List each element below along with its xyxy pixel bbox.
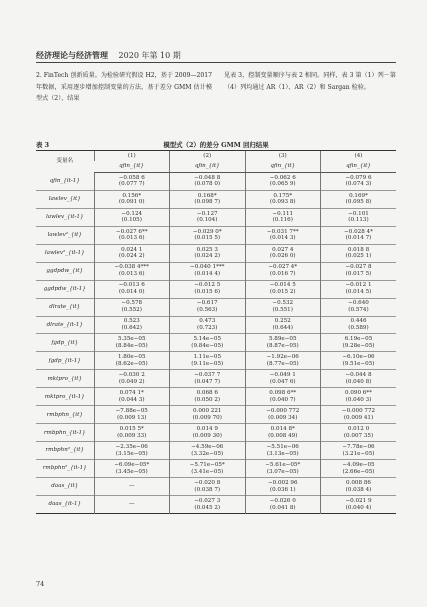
paragraph: 2. FinTech 创新质量。为检验研究假设 H2，基于 2009—2017 年数据，采用逐步增加控制变量的方法，基于差分 GMM 估计模型式（2），结果 xyxy=(36,72,212,102)
coefficient-cell xyxy=(321,406,397,424)
coefficient-cell xyxy=(170,298,246,316)
table-row xyxy=(36,280,396,298)
standard-error: (3.21e−05) xyxy=(342,450,375,457)
coefficient: 0.473 xyxy=(199,318,216,325)
coefficient-cell xyxy=(321,262,397,280)
coefficient-cell xyxy=(94,388,170,406)
standard-error: (0.016 7) xyxy=(269,271,296,278)
table-number: 表 3 xyxy=(36,141,50,149)
coefficient-cell xyxy=(321,424,397,442)
table-row xyxy=(36,352,396,370)
standard-error: (3.32e−05) xyxy=(191,450,224,457)
coefficient-cell xyxy=(170,460,246,478)
coefficient-cell xyxy=(321,244,397,262)
coefficient: −0.038 4*** xyxy=(114,264,149,271)
coefficient: 0.169* xyxy=(349,192,368,199)
coefficient-cell xyxy=(94,244,170,262)
coefficient-cell xyxy=(94,208,170,226)
standard-error: (0.077 7) xyxy=(118,181,145,188)
standard-error: (0.091 0) xyxy=(118,199,145,206)
coefficient-cell xyxy=(94,478,170,496)
standard-error: (0.015 6) xyxy=(194,289,221,296)
standard-error: (0.009 30) xyxy=(192,432,222,439)
table-row xyxy=(36,334,396,352)
coefficient: −0.044 8 xyxy=(345,372,372,379)
standard-error: (0.050 2) xyxy=(194,396,221,403)
regression-table xyxy=(36,150,396,514)
standard-error: (0.014 4) xyxy=(194,271,221,278)
coefficient: −0.027 6** xyxy=(115,228,148,235)
standard-error: (3.07e−05) xyxy=(266,468,299,475)
coefficient-cell xyxy=(245,406,321,424)
coefficient: −5.61e−05* xyxy=(265,462,301,469)
table-row xyxy=(36,496,396,514)
standard-error: (0.589) xyxy=(348,324,369,331)
coefficient: 5.89e−05 xyxy=(268,336,297,343)
table-row xyxy=(36,406,396,424)
coefficient: −0.029 0* xyxy=(192,228,222,235)
table-row xyxy=(36,208,396,226)
coefficient: −6.09e−05* xyxy=(114,462,150,469)
standard-error: (0.013 6) xyxy=(118,271,145,278)
coefficient: −0.014 5 xyxy=(269,282,296,289)
standard-error: (9.11e−05) xyxy=(191,360,224,367)
variable-name: ggdpdw_{it} xyxy=(46,267,84,274)
standard-error: (0.644) xyxy=(272,324,293,331)
standard-error: (0.015 5) xyxy=(194,235,221,242)
standard-error: (0.047 7) xyxy=(194,378,221,385)
coefficient: 0.027 4 xyxy=(272,246,294,253)
coefficient-cell xyxy=(245,316,321,334)
coefficient: −0.031 7** xyxy=(266,228,299,235)
standard-error: (0.024 2) xyxy=(118,253,145,260)
standard-error: (0.014 3) xyxy=(269,235,296,242)
standard-error: (0.008 49) xyxy=(268,432,298,439)
coefficient-cell xyxy=(321,190,397,208)
coefficient-cell xyxy=(170,478,246,496)
coefficient: −5.51e−06 xyxy=(266,444,299,451)
coefficient-cell xyxy=(170,190,246,208)
standard-error: (0.038 4) xyxy=(345,486,372,493)
standard-error: (0.551) xyxy=(272,307,293,314)
coefficient-cell xyxy=(94,424,170,442)
coefficient-cell xyxy=(170,226,246,244)
variable-name: ggdpdw_{it-1} xyxy=(43,285,86,292)
coefficient: 0.156* xyxy=(122,192,142,199)
coefficient-cell xyxy=(170,352,246,370)
coefficient-cell xyxy=(321,334,397,352)
standard-error: (0.007 35) xyxy=(343,432,374,439)
standard-error: (0.044 3) xyxy=(118,396,145,403)
coefficient-cell xyxy=(170,370,246,388)
standard-error: (0.065 9) xyxy=(269,181,296,188)
header-rule xyxy=(36,62,396,63)
variable-name: lawlev²_{it} xyxy=(47,231,82,238)
coefficient-cell xyxy=(245,460,321,478)
table-title: 模型式（2）的差分 GMM 回归结果 xyxy=(163,141,269,149)
standard-error: (0.014 5) xyxy=(345,289,372,296)
standard-error: (0.024 2) xyxy=(194,253,221,260)
variable-name: daas_{it} xyxy=(51,483,79,490)
dependent-variable: qfin_{it} xyxy=(245,161,321,172)
coefficient-cell xyxy=(321,352,397,370)
coefficient: 0.523 xyxy=(123,318,140,325)
coefficient-cell xyxy=(245,190,321,208)
coefficient-cell xyxy=(170,442,246,460)
running-header xyxy=(36,50,396,61)
standard-error: (2.66e−05) xyxy=(342,468,375,475)
coefficient-cell xyxy=(321,496,397,514)
coefficient: −0.049 1 xyxy=(269,372,296,379)
coefficient-cell xyxy=(321,388,397,406)
coefficient-cell xyxy=(170,334,246,352)
coefficient: −1.92e−06 xyxy=(266,354,299,361)
standard-error: (0.015 2) xyxy=(269,289,296,296)
table-row xyxy=(36,388,396,406)
standard-error: (0.074 3) xyxy=(345,181,372,188)
coefficient: −0.020 8 xyxy=(194,480,221,487)
coefficient: 0.014 8* xyxy=(270,426,295,433)
coefficient: −0.027 8 xyxy=(345,264,372,271)
coefficient: 5.35e−05 xyxy=(117,336,146,343)
coefficient: 0.025 3 xyxy=(196,246,218,253)
coefficient: −0.058 6 xyxy=(118,174,145,181)
table-row xyxy=(36,244,396,262)
coefficient-cell xyxy=(321,226,397,244)
variable-header: 变量名 xyxy=(36,151,94,173)
standard-error: (0.105) xyxy=(121,217,142,224)
standard-error: (0.552) xyxy=(121,307,142,314)
coefficient-cell xyxy=(321,478,397,496)
standard-error: (0.009 34) xyxy=(268,414,298,421)
standard-error: (8.87e−05) xyxy=(266,342,299,349)
coefficient-cell xyxy=(170,244,246,262)
coefficient: −0.532 xyxy=(272,300,294,307)
standard-error: (0.116) xyxy=(272,217,293,224)
variable-name: dlrate_{it-1} xyxy=(46,321,83,328)
coefficient-cell xyxy=(170,262,246,280)
journal-name: 经济理论与经济管理 xyxy=(36,51,108,60)
coefficient: 0.168* xyxy=(197,192,217,199)
coefficient-cell xyxy=(245,280,321,298)
coefficient: −0.030 2 xyxy=(118,372,145,379)
standard-error: (0.574) xyxy=(348,307,369,314)
coefficient-cell xyxy=(170,208,246,226)
variable-name: mktpro_{it-1} xyxy=(44,393,85,400)
coefficient: 5.14e−05 xyxy=(193,336,222,343)
coefficient-cell xyxy=(170,316,246,334)
coefficient-cell xyxy=(321,316,397,334)
coefficient: −0.617 xyxy=(196,300,218,307)
dependent-variable: qfin_{it} xyxy=(170,161,246,172)
variable-name: rmbphn_{it-1} xyxy=(43,429,86,436)
variable-name: lawlev_{it} xyxy=(48,195,81,202)
coefficient-cell xyxy=(94,280,170,298)
standard-error: (0.563) xyxy=(197,307,218,314)
coefficient: −6.10e−06 xyxy=(342,354,375,361)
coefficient: −0.002 96 xyxy=(267,480,298,487)
standard-error: (0.113) xyxy=(348,217,369,224)
coefficient-cell xyxy=(170,496,246,514)
coefficient-cell xyxy=(245,388,321,406)
coefficient: −0.012 5 xyxy=(194,282,221,289)
coefficient: 0.012 0 xyxy=(347,426,370,433)
coefficient-cell xyxy=(321,298,397,316)
standard-error: (0.017 5) xyxy=(345,271,372,278)
coefficient-cell xyxy=(94,190,170,208)
standard-error: (0.078 0) xyxy=(194,181,221,188)
coefficient-cell xyxy=(245,442,321,460)
variable-name: rmbphn_{it} xyxy=(46,411,83,418)
journal-issue: 2020 年第 10 期 xyxy=(118,51,181,60)
coefficient-cell xyxy=(245,244,321,262)
coefficient: −0.000 772 xyxy=(341,408,376,415)
coefficient: 0.446 xyxy=(350,318,367,325)
column-number: (3) xyxy=(245,151,321,162)
coefficient: 0.098 6** xyxy=(269,390,297,397)
coefficient-cell xyxy=(94,370,170,388)
coefficient: 6.19e−05 xyxy=(344,336,373,343)
table-header-row xyxy=(36,151,396,162)
coefficient-cell xyxy=(245,172,321,190)
coefficient-cell xyxy=(94,496,170,514)
variable-name: rmbphn²_{it-1} xyxy=(42,465,87,472)
table-row xyxy=(36,370,396,388)
standard-error: (0.104) xyxy=(197,217,218,224)
coefficient: 0.175* xyxy=(273,192,293,199)
standard-error: (8.84e−05) xyxy=(115,342,148,349)
standard-error: (0.014 7) xyxy=(345,235,372,242)
table-row xyxy=(36,172,396,190)
coefficient: −0.027 4* xyxy=(268,264,298,271)
coefficient-cell xyxy=(170,172,246,190)
coefficient: 1.11e−05 xyxy=(193,354,222,361)
standard-error: (0.026 0) xyxy=(269,253,296,260)
coefficient: −0.000 772 xyxy=(266,408,300,415)
coefficient: −0.021 9 xyxy=(345,498,372,505)
standard-error: (9.28e−05) xyxy=(342,342,375,349)
coefficient: — xyxy=(128,501,135,508)
coefficient-cell xyxy=(94,172,170,190)
coefficient: 0.074 1* xyxy=(119,390,144,397)
coefficient: 0.090 6** xyxy=(345,390,372,397)
coefficient-cell xyxy=(245,226,321,244)
table-row xyxy=(36,478,396,496)
standard-error: (0.041 8) xyxy=(269,504,296,511)
standard-error: (3.13e−05) xyxy=(266,450,299,457)
coefficient: −2.35e−06 xyxy=(115,444,148,451)
coefficient: −0.578 xyxy=(121,300,143,307)
coefficient: 0.008 86 xyxy=(346,480,371,487)
coefficient-cell xyxy=(94,262,170,280)
coefficient-cell xyxy=(245,424,321,442)
variable-name: lawlev²_{it-1} xyxy=(44,249,85,256)
coefficient: −0.062 6 xyxy=(269,174,296,181)
coefficient: 1.80e−05 xyxy=(117,354,146,361)
coefficient-cell xyxy=(245,496,321,514)
coefficient: 0.018 8 xyxy=(347,246,370,253)
standard-error: (3.15e−05) xyxy=(115,450,148,457)
coefficient-cell xyxy=(321,460,397,478)
coefficient: −0.048 8 xyxy=(194,174,221,181)
coefficient-cell xyxy=(94,298,170,316)
variable-name: dlrate_{it} xyxy=(49,303,81,310)
coefficient: −7.88e−05 xyxy=(115,408,148,415)
coefficient: −5.71e−05* xyxy=(189,462,225,469)
page-number: 74 xyxy=(36,580,45,588)
coefficient: −0.040 1*** xyxy=(190,264,225,271)
coefficient-cell xyxy=(94,442,170,460)
standard-error: (8.77e−05) xyxy=(266,360,299,367)
standard-error: (0.009 33) xyxy=(117,432,147,439)
coefficient-cell xyxy=(321,370,397,388)
standard-error: (0.642) xyxy=(121,324,142,331)
standard-error: (0.009 70) xyxy=(192,414,222,421)
coefficient-cell xyxy=(245,208,321,226)
column-number: (1) xyxy=(94,151,170,162)
coefficient-cell xyxy=(94,406,170,424)
coefficient: 0.000 221 xyxy=(193,408,222,415)
coefficient-cell xyxy=(245,478,321,496)
coefficient: 0.015 5* xyxy=(119,426,144,433)
coefficient: −0.013 6 xyxy=(118,282,145,289)
coefficient: −0.124 xyxy=(121,210,143,217)
coefficient: −0.640 xyxy=(348,300,369,307)
coefficient-cell xyxy=(321,280,397,298)
standard-error: (0.093 8) xyxy=(269,199,296,206)
coefficient: −7.78e−06 xyxy=(342,444,375,451)
table-row xyxy=(36,460,396,478)
coefficient-cell xyxy=(245,370,321,388)
standard-error: (0.036 1) xyxy=(269,486,296,493)
variable-name: lawlev_{it-1} xyxy=(45,213,84,220)
coefficient-cell xyxy=(94,460,170,478)
coefficient-cell xyxy=(245,298,321,316)
coefficient: — xyxy=(128,483,135,490)
dependent-variable: qfin_{it} xyxy=(94,161,170,172)
table-row xyxy=(36,298,396,316)
standard-error: (0.049 2) xyxy=(118,378,145,385)
coefficient-cell xyxy=(321,208,397,226)
variable-name: rmbphn²_{it} xyxy=(45,447,85,454)
standard-error: (0.045 2) xyxy=(194,504,221,511)
standard-error: (0.047 6) xyxy=(269,378,296,385)
standard-error: (0.013 6) xyxy=(118,235,145,242)
coefficient-cell xyxy=(94,226,170,244)
variable-name: mktpro_{it} xyxy=(47,375,83,382)
coefficient: 0.068 6 xyxy=(196,390,218,397)
coefficient: −0.027 3 xyxy=(194,498,221,505)
standard-error: (0.025 1) xyxy=(345,253,372,260)
standard-error: (8.62e−05) xyxy=(115,360,148,367)
column-number: (2) xyxy=(170,151,246,162)
table-row xyxy=(36,190,396,208)
standard-error: (0.095 8) xyxy=(345,199,372,206)
table-row xyxy=(36,226,396,244)
coefficient-cell xyxy=(94,334,170,352)
variable-name: fgdp_{it} xyxy=(51,339,79,346)
standard-error: (0.009 13) xyxy=(117,414,147,421)
coefficient: −4.09e−05 xyxy=(342,462,375,469)
variable-name: fgdp_{it-1} xyxy=(48,357,81,364)
standard-error: (0.014 0) xyxy=(118,289,145,296)
coefficient: −0.028 4* xyxy=(344,228,373,235)
dependent-variable: qfin_{it} xyxy=(321,161,397,172)
paragraph: 见表 3，控制变量顺序与表 2 相同。同样，表 3 第（1）列－第（4）列均通过 AR（1）、AR（2）和 Sargan 检验。 xyxy=(224,72,396,91)
coefficient-cell xyxy=(94,352,170,370)
standard-error: (0.723) xyxy=(197,324,218,331)
coefficient-cell xyxy=(321,172,397,190)
standard-error: (3.45e−05) xyxy=(115,468,148,475)
coefficient: −0.079 6 xyxy=(345,174,372,181)
coefficient-cell xyxy=(245,262,321,280)
coefficient: −0.101 xyxy=(348,210,369,217)
table-row xyxy=(36,262,396,280)
coefficient-cell xyxy=(170,406,246,424)
coefficient-cell xyxy=(170,388,246,406)
standard-error: (9.84e−05) xyxy=(191,342,224,349)
coefficient: −0.026 0 xyxy=(269,498,296,505)
table-row xyxy=(36,424,396,442)
table-row xyxy=(36,442,396,460)
coefficient: 0.024 1 xyxy=(121,246,143,253)
table-row xyxy=(36,316,396,334)
standard-error: (0.038 7) xyxy=(194,486,221,493)
standard-error: (0.009 41) xyxy=(343,414,374,421)
standard-error: (0.040 4) xyxy=(345,504,372,511)
coefficient-cell xyxy=(170,424,246,442)
coefficient: −0.037 7 xyxy=(194,372,221,379)
standard-error: (0.098 7) xyxy=(194,199,221,206)
body-text-right xyxy=(224,70,396,93)
standard-error: (0.040 3) xyxy=(345,396,372,403)
coefficient: −0.012 1 xyxy=(345,282,372,289)
coefficient-cell xyxy=(245,352,321,370)
variable-name: daas_{it-1} xyxy=(48,501,82,508)
standard-error: (0.040 8) xyxy=(345,378,372,385)
coefficient: −0.111 xyxy=(272,210,294,217)
coefficient-cell xyxy=(94,316,170,334)
standard-error: (0.040 7) xyxy=(269,396,296,403)
column-number: (4) xyxy=(321,151,397,162)
coefficient: 0.014 9 xyxy=(196,426,218,433)
coefficient-cell xyxy=(170,280,246,298)
coefficient: −0.127 xyxy=(196,210,218,217)
coefficient: 0.252 xyxy=(274,318,291,325)
body-text-left xyxy=(36,70,212,105)
coefficient: −4.59e−06 xyxy=(191,444,224,451)
coefficient-cell xyxy=(245,334,321,352)
coefficient-cell xyxy=(321,442,397,460)
standard-error: (9.51e−05) xyxy=(342,360,375,367)
standard-error: (3.41e−05) xyxy=(191,468,224,475)
variable-name: qfin_{it-1} xyxy=(49,177,80,184)
